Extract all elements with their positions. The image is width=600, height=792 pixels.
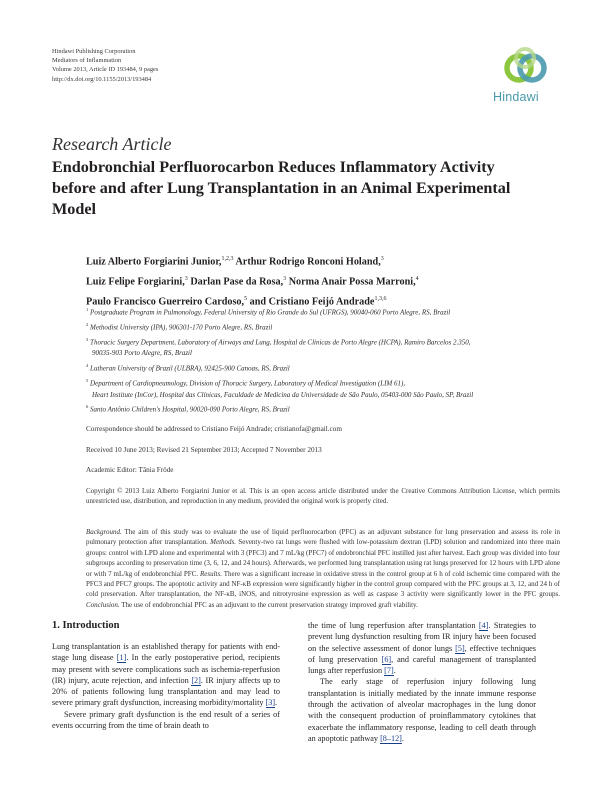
- body-text: .: [401, 733, 404, 743]
- author-affil-mark: 3: [184, 275, 188, 282]
- affiliation-item: [86, 334, 561, 360]
- affil-number: 6: [86, 404, 89, 410]
- article-title: Endobronchial Perfluorocarbon Reduces Inflammatory Activity before and after Lung Transplantation in an Animal Experimental Model: [52, 158, 511, 218]
- author-name: and Cristiano Feijó Andrade: [249, 295, 375, 307]
- affil-number: 1: [86, 307, 89, 312]
- body-text: .: [275, 698, 278, 708]
- author-affil-mark: 5: [244, 295, 248, 302]
- affil-number: 4: [86, 362, 89, 368]
- author-list: [86, 251, 556, 310]
- affil-text: Lutheran University of Brazil (ULBRA), 92425-900 Canoas, RS, Brazil: [90, 364, 290, 373]
- author-name: Luiz Alberto Forgiarini Junior,: [86, 256, 222, 268]
- affil-number: 2: [86, 321, 89, 327]
- affil-text: Methodist University (IPA), 906301-170 Porto Alegre, RS, Brazil: [90, 323, 273, 332]
- abstract-results-label: Results.: [199, 569, 222, 578]
- abstract-background-text: The aim of this study was to evaluate the use of liquid perfluorocarbon (PFC) as an adjuvant substance for lung preservation and assess its role in pulmonary protection after transplantation.: [86, 528, 560, 547]
- affiliation-item: [86, 375, 561, 401]
- body-text: , and careful management of transplanted lungs after reperfusion: [308, 654, 537, 676]
- author-affil-mark: 3: [380, 256, 384, 262]
- doi-link[interactable]: http://dx.doi.org/10.1155/2013/193484: [52, 75, 152, 83]
- body-text: .: [393, 666, 396, 676]
- author-affil-mark: 1,2,3: [221, 256, 234, 262]
- correspondence-line: Correspondence should be addressed to Cristiano Feijó Andrade; cristianofa@gmail.com: [86, 425, 342, 433]
- author-name: Luiz Felipe Forgiarini,: [86, 276, 185, 288]
- body-text: Lung transplantation is an established therapy for patients with end-stage lung disease: [52, 642, 280, 663]
- body-text: . IR injury affects up to 20% of patients following lung transplantation and may lead to severe primary graft dysfunction, increasing morbidity/mortality: [52, 675, 281, 708]
- paragraph: [308, 676, 536, 744]
- author-affil-mark: 3: [283, 275, 287, 282]
- abstract-background-label: Background.: [86, 528, 122, 536]
- paragraph: Severe primary graft dysfunction is the end result of a series of events occurring from the time of brain death to: [52, 709, 280, 731]
- affil-text: Department of Cardiopneumology, Division of Thoracic Surgery, Laboratory of Medical Investigation (LIM 61),: [90, 379, 406, 388]
- section-heading-introduction: 1. Introduction: [52, 620, 120, 631]
- author-affil-mark: 4: [415, 275, 419, 282]
- paragraph: [52, 641, 280, 709]
- affiliation-item: [86, 304, 561, 319]
- affiliation-list: [86, 304, 561, 416]
- citation-link[interactable]: [3]: [265, 698, 276, 708]
- body-text: The early stage of reperfusion injury following lung transplantation is initially mediated by the innate immune response through the activation of alveolar macrophages in the lung donor with the consequent production of proinflammatory cytokines that exacerbate the inflammatory response, leading to cell death through an apoptotic pathway: [308, 677, 536, 743]
- author-affil-mark: 1,3,6: [374, 295, 387, 302]
- author-name: Norma Anair Possa Marroni,: [288, 276, 416, 288]
- body-text: . In the early postoperative period, recipients may present with severe complications such as ischemia-reperfusion (IR) injury, acute rejection, and infection: [52, 653, 280, 685]
- affiliation-item: [86, 360, 561, 375]
- citation-link[interactable]: [4]: [478, 621, 489, 630]
- affil-number: 5: [86, 377, 89, 383]
- abstract-conclusion-text: The use of endobronchial PFC as an adjuvant to the current preservation strategy improved graft viability.: [119, 600, 418, 609]
- citation-link[interactable]: [7]: [384, 666, 394, 676]
- author-name: Darlan Pase da Rosa,: [190, 276, 284, 288]
- body-text: the time of lung reperfusion after transplantation: [308, 621, 479, 630]
- abstract-methods-label: Methods.: [210, 538, 236, 547]
- abstract-results-text: There was a significant increase in oxidative stress in the control group at 6 h of cold ischemic time compared with the PFC3 and PFC7 groups. The apoptotic activity and NF-κB expression were significantly higher in the control group compared with the PFC groups at 3, 12, and 24 h of cold preservation. After transplantation, the NF-κB, iNOS, and nitrotyrosine expression as well as caspase 3 activity were significantly lower in the PFC groups.: [86, 569, 560, 599]
- publisher-name: Hindawi Publishing Corporation: [52, 48, 136, 55]
- affiliation-item: [86, 319, 561, 334]
- affil-text: Santo Antônio Children's Hospital, 90020-090 Porto Alegre, RS, Brazil: [90, 405, 290, 414]
- hindawi-logo-text: Hindawi: [493, 90, 539, 104]
- affil-number: 3: [86, 336, 89, 342]
- body-text: , effective techniques of lung preservation: [308, 643, 536, 664]
- header-meta: [52, 47, 158, 84]
- citation-link[interactable]: [8–12]: [380, 733, 402, 743]
- received-dates: Received 10 June 2013; Revised 21 September 2013; Accepted 7 November 2013: [86, 446, 322, 454]
- citation-link[interactable]: [1]: [116, 653, 127, 663]
- affil-text-cont: Heart Institute (InCor), Hospital das Clínicas, Faculdade de Medicina da Universidade de São Paulo, 05403-000 São Paulo, SP, Brazil: [92, 390, 474, 399]
- body-column-right: [308, 620, 536, 744]
- citation-link[interactable]: [5]: [455, 643, 465, 653]
- affiliation-item: [86, 401, 561, 416]
- citation-link[interactable]: [6]: [381, 654, 392, 664]
- affil-text: Postgraduate Program in Pulmonology, Federal University of Rio Grande do Sul (UFRGS), 90040-060 Porto Alegre, RS, Brazil: [90, 308, 451, 317]
- journal-name: Mediators of Inflammation: [52, 57, 122, 65]
- paragraph: [308, 620, 536, 676]
- academic-editor: Academic Editor: Tânia Fröde: [86, 466, 174, 474]
- author-name: Paulo Francisco Guerreiro Cardoso,: [86, 295, 245, 307]
- volume-info: Volume 2013, Article ID 193484, 9 pages: [52, 66, 159, 74]
- body-column-left: [52, 641, 280, 731]
- affil-text: Thoracic Surgery Department, Laboratory of Airways and Lung, Hospital de Clínicas de Porto Alegre (HCPA), Ramiro Barcelos 2.350,: [90, 337, 471, 346]
- citation-link[interactable]: [2]: [191, 675, 201, 685]
- author-name: Arthur Rodrigo Ronconi Holand,: [235, 256, 381, 268]
- abstract-conclusion-label: Conclusion.: [86, 600, 120, 609]
- affil-text-cont: 90035-903 Porto Alegre, RS, Brazil: [92, 349, 192, 358]
- abstract-methods-text: Seventy-two rat lungs were flushed with low-potassium dextran (LPD) solution and randomized into three main groups: control with LPD alone and experimental with 3 (PFC3) and 7 mL/kg (PFC7) of endobronchial PFC instilled just after harvest. Each group was divided into four subgroups according to preservation time (3, 6, 12, and 24 hours). Afterwards, we performed lung transplantation using rat lungs preserved for 12 hours with LPD alone or with 7 mL/kg of endobronchial PFC.: [86, 538, 560, 578]
- article-type: Research Article: [52, 134, 172, 154]
- copyright-notice: Copyright © 2013 Luiz Alberto Forgiarini Junior et al. This is an open access article distributed under the Creative Commons Attribution License, which permits unrestricted use, distribution, and reproduction in any medium, provided the original work is properly cited.: [86, 487, 560, 506]
- abstract: [86, 527, 560, 610]
- body-text: . Strategies to prevent lung dysfunction resulting from IR injury have been focused on the selective assessment of donor lungs: [308, 621, 537, 653]
